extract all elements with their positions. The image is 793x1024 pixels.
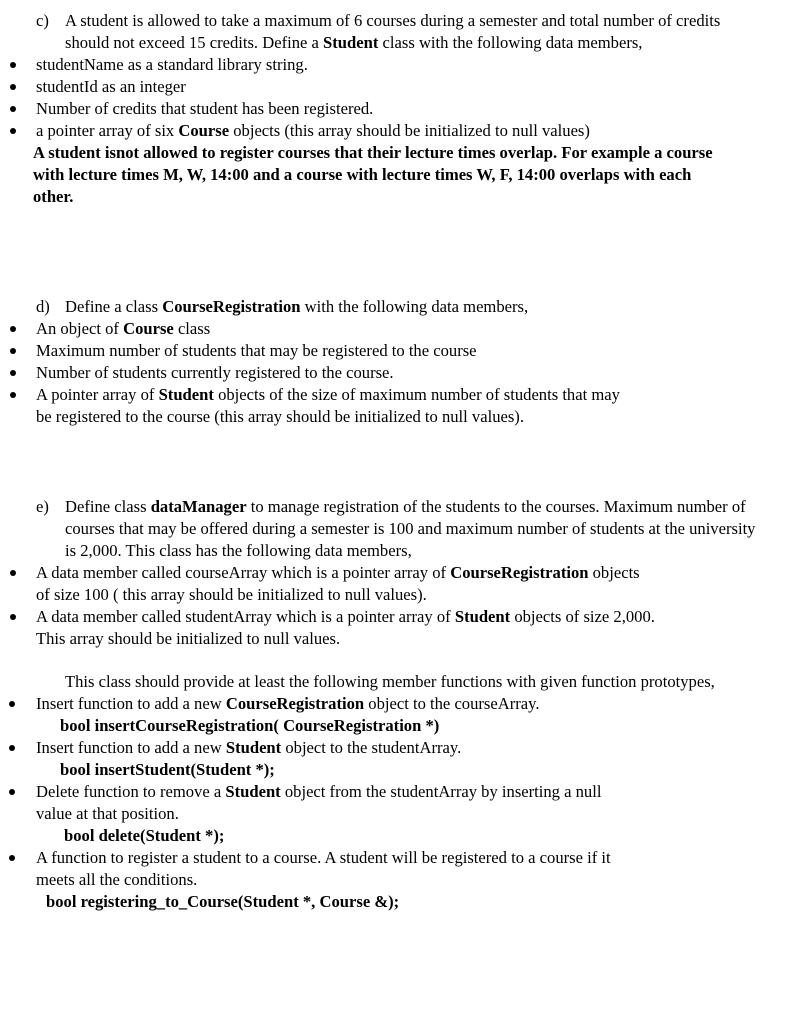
section-c-bold-note: A student isnot allowed to register courses that their lecture times overlap. For example a course with lecture times M, W, 14:00 and a course with lecture times W, F, 14:00 overlaps with each other. [33, 143, 713, 206]
list-item: Delete function to remove a Student object from the studentArray by inserting a null value at that position. bool delete(Student *); [36, 781, 636, 847]
function-prototype: bool insertStudent(Student *); [60, 760, 275, 779]
bullet-icon [10, 348, 16, 354]
list-item: Number of students currently registered to the course. [36, 362, 736, 384]
list-item: An object of Course class [36, 318, 736, 340]
section-e-intro-text: Define class dataManager to manage registration of the students to the courses. Maximum number of courses that may be offered during a semester is 100 and maximum number of students at the university is 2,000. This class has the following data members, [65, 497, 756, 560]
list-item: Number of credits that student has been registered. [36, 98, 736, 120]
section-c-bullet-list [36, 54, 736, 142]
list-item: Insert function to add a new CourseRegistration object to the courseArray. bool insertCourseRegistration( CourseRegistration *) [36, 693, 636, 737]
bullet-icon [10, 128, 16, 134]
section-e-bullet-list [36, 562, 756, 650]
section-e [36, 496, 756, 913]
bullet-icon [10, 62, 16, 68]
section-c [33, 10, 736, 208]
list-item: Maximum number of students that may be registered to the course [36, 340, 736, 362]
bullet-icon [10, 570, 16, 576]
section-e-marker: e) [36, 497, 49, 516]
section-d-bullet-list [36, 318, 736, 428]
section-d [36, 296, 736, 428]
list-item: A pointer array of Student objects of the size of maximum number of students that may be registered to the course (this array should be initialized to null values). [36, 384, 631, 428]
bullet-icon [9, 855, 15, 861]
bullet-icon [9, 789, 15, 795]
bullet-icon [10, 106, 16, 112]
section-d-intro-text: Define a class CourseRegistration with the following data members, [65, 297, 529, 316]
bullet-icon [9, 701, 15, 707]
list-item: Insert function to add a new Student object to the studentArray. bool insertStudent(Student *); [36, 737, 636, 781]
section-d-intro [36, 296, 736, 318]
bullet-icon [10, 392, 16, 398]
function-prototype: bool delete(Student *); [64, 826, 225, 845]
function-prototype: bool insertCourseRegistration( CourseRegistration *) [60, 716, 440, 735]
functions-list [36, 693, 756, 913]
bullet-icon [10, 370, 16, 376]
section-c-intro [36, 10, 736, 54]
section-c-intro-text: A student is allowed to take a maximum of 6 courses during a semester and total number of credits should not exceed 15 credits. Define a Student class with the following data members, [65, 11, 721, 52]
list-item: A data member called courseArray which is a pointer array of CourseRegistration objects of size 100 ( this array should be initialized to null values). [36, 562, 656, 606]
bullet-icon [9, 745, 15, 751]
bullet-icon [10, 326, 16, 332]
list-item: a pointer array of six Course objects (this array should be initialized to null values) [36, 120, 626, 142]
bullet-icon [10, 614, 16, 620]
function-prototype: bool registering_to_Course(Student *, Course &); [46, 892, 400, 911]
list-item: A function to register a student to a course. A student will be registered to a course if it meets all the conditions. bool registering_to_Course(Student *, Course &); [36, 847, 616, 913]
list-item: A data member called studentArray which is a pointer array of Student objects of size 2,000. This array should be initialized to null values. [36, 606, 656, 650]
list-item: studentId as an integer [36, 76, 736, 98]
list-item: studentName as a standard library string. [36, 54, 736, 76]
section-d-marker: d) [36, 297, 50, 316]
bullet-icon [10, 84, 16, 90]
functions-intro: This class should provide at least the following member functions with given function prototypes, [65, 672, 715, 691]
section-c-marker: c) [36, 11, 49, 30]
section-e-intro [36, 496, 756, 562]
